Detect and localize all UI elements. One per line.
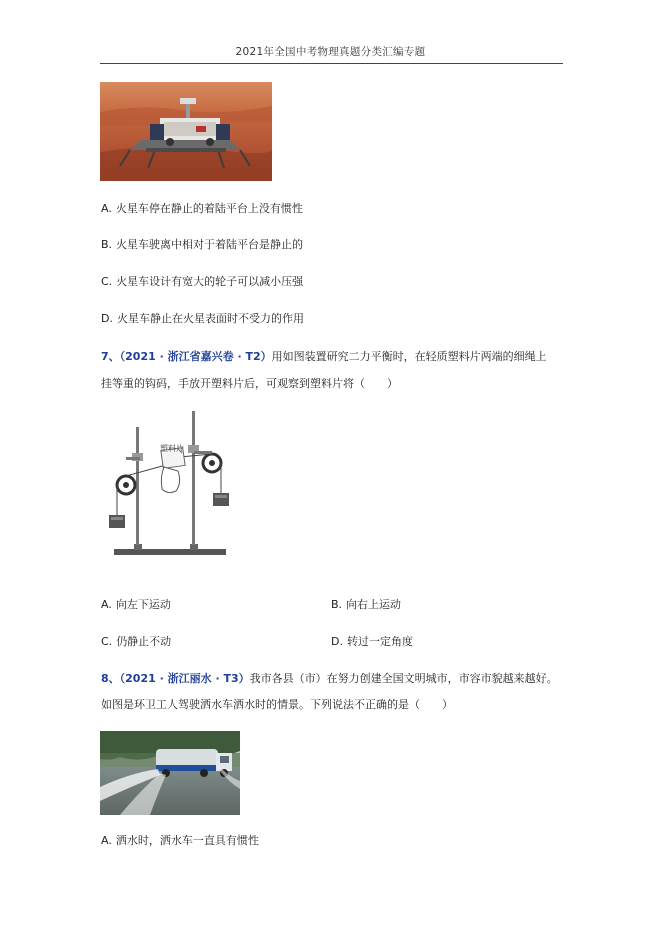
q8-stem-line-1: 8、（2021 · 浙江丽水 · T3）我市各县（市）在努力创建全国文明城市，市容市貌越来越好。 <box>101 672 558 685</box>
q7-stem-line-2: 挂等重的钩码，手放开塑料片后，可观察到塑料片将（ ） <box>101 377 398 390</box>
header-divider <box>100 63 563 64</box>
q8-source: （2021 · 浙江丽水 · T3） <box>119 672 250 685</box>
q7-option-d: D. 转过一定角度 <box>331 635 413 648</box>
two-force-balance-apparatus <box>104 405 232 560</box>
plastic-card-label: 塑料片 <box>160 444 184 453</box>
q6-option-d: D. 火星车静止在火星表面时不受力的作用 <box>101 312 304 325</box>
page-header-title: 2021年全国中考物理真题分类汇编专题 <box>235 46 426 58</box>
q6-option-b: B. 火星车驶离中相对于着陆平台是静止的 <box>101 238 304 251</box>
q7-option-c: C. 仍静止不动 <box>101 635 172 648</box>
q8-option-a: A. 洒水时，洒水车一直具有惯性 <box>101 834 259 847</box>
q6-option-c: C. 火星车设计有宽大的轮子可以减小压强 <box>101 275 304 288</box>
q7-number: 7、 <box>101 350 120 363</box>
q8-number: 8、 <box>101 672 120 685</box>
q7-stem-line-1: 7、（2021 · 浙江省嘉兴卷 · T2）用如图装置研究二力平衡时，在轻质塑料片两端的细绳上 <box>101 350 547 363</box>
q7-option-b: B. 向右上运动 <box>331 598 402 611</box>
q7-source: （2021 · 浙江省嘉兴卷 · T2） <box>119 350 272 363</box>
sprinkler-truck-photo <box>100 731 240 815</box>
q6-option-a: A. 火星车停在静止的着陆平台上没有惯性 <box>101 202 303 215</box>
q8-stem-line-2: 如图是环卫工人驾驶洒水车洒水时的情景。下列说法不正确的是（ ） <box>101 698 453 711</box>
mars-rover-photo <box>100 82 272 181</box>
q7-option-a: A. 向左下运动 <box>101 598 171 611</box>
